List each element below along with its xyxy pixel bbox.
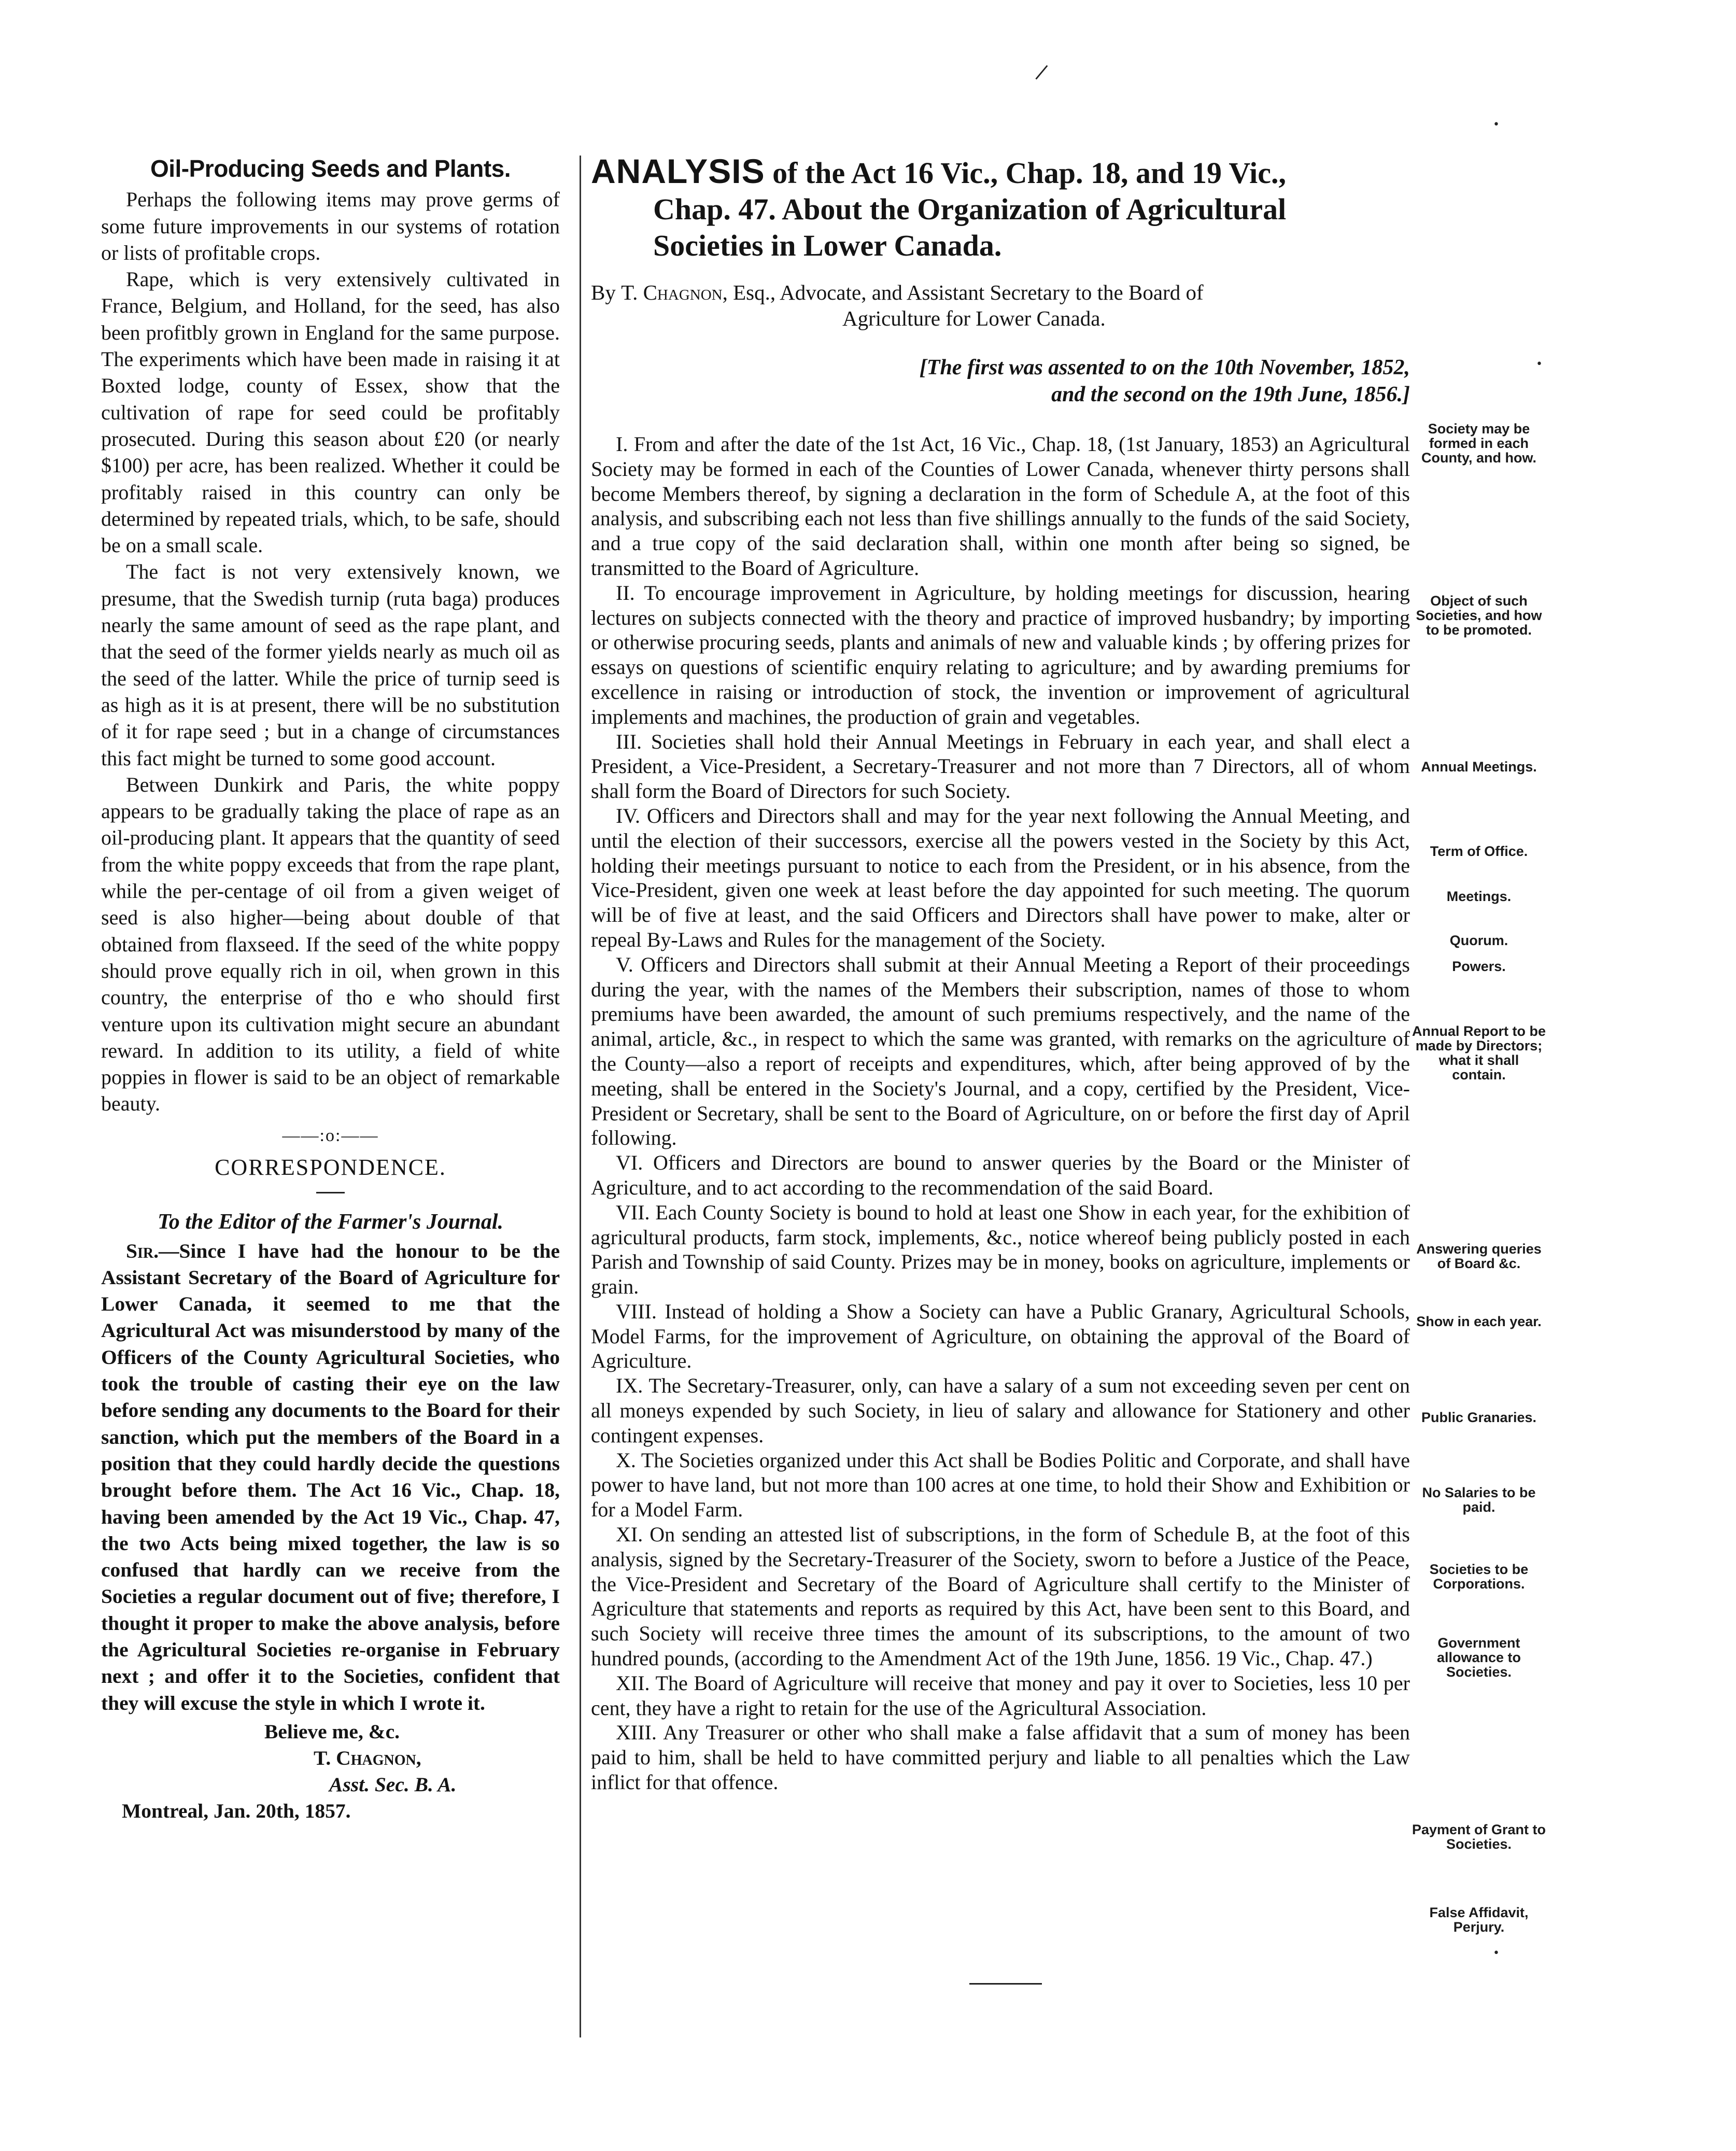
byline (591, 279, 1410, 331)
margin-note-salaries: No Salaries to be paid. (1422, 1485, 1536, 1515)
section-iii: III. Societies shall hold their Annual Meetings in February in each year, and shall elect a President, a Vice-President, a Secretary-Treasurer and not more than 7 Directors, all of whom shall form the Board of Directors for such Society. (591, 729, 1410, 803)
margin-note-annual-meetings: Annual Meetings. (1421, 759, 1537, 775)
signer-title: Asst. Sec. B. A. (329, 1773, 457, 1796)
section-xiii: XIII. Any Treasurer or other who shall make a false affidavit that a sum of money has been paid to him, shall be held to have committed perjury and liable to all penalties which the Law inflict for that offence. (591, 1721, 1410, 1794)
letter-closing (101, 1719, 560, 1824)
section-i: I. From and after the date of the 1st Act, 16 Vic., Chap. 18, (1st January, 1853) an Agricultural Society may be formed in each of the Counties of Lower Canada, whenever thirty persons shall become Members thereof, by signing a declaration in the form of Schedule A, at the foot of this analysis, and subscribing each not less than five shillings annually to the funds of the said Society, and a true copy of the said declaration shall, within one month after being so signed, be transmitted to the Board of Agriculture. (591, 432, 1410, 580)
title-keyword: ANALYSIS (591, 152, 765, 190)
right-column (591, 152, 1721, 1935)
section-separator: ——:o:—— (282, 1126, 379, 1145)
margin-note-object: Object of such Societies, and how to be promoted. (1416, 593, 1542, 638)
oil-paragraph-3: The fact is not very extensively known, we presume, that the Swedish turnip (ruta baga) produces nearly the same amount of seed as the rape plant, and that the seed of the former yields nearly as much oil as the seed of the latter. While the price of turnip seed is as high as it is at present, there will be no substitution of it for rape seed ; but in a change of circumstances this fact might be turned to some good account. (101, 560, 560, 770)
margin-note-term-of-office: Term of Office. (1430, 843, 1528, 859)
title-line-3: Societies in Lower Canada. (653, 229, 1002, 262)
margin-note-formation: Society may be formed in each County, and how. (1421, 421, 1536, 466)
assent-line-2: and the second on the 19th June, 1856.] (1051, 383, 1410, 406)
letter-text: —Since I have had the honour to be the Assistant Secretary of the Board of Agriculture for Lower Canada, it seemed to me that the Agricultural Act was misunderstood by many of the Officers of the County Agricultural Societies, who took the trouble of casting their eye on the law before sending any documents to the Board for their sanction, which put the members of the Board in a position that they could hardly decide the questions brought before them. The Act 16 Vic., Chap. 18, having been amended by the Act 19 Vic., Chap. 47, the two Acts being mixed together, the law is so confused that hardly can we receive from the Societies a regular document out of five; therefore, I thought it proper to make the above analysis, before the Agricultural Societies re-organise in February next ; and offer it to the Societies, confident that they will excuse the style in which I wrote it. (101, 1239, 560, 1714)
title-line-1: of the Act 16 Vic., Chap. 18, and 19 Vic., (772, 156, 1287, 190)
oil-paragraph-1: Perhaps the following items may prove germs of some future improvements in our systems of rotation or lists of profitable crops. (101, 188, 560, 264)
margin-note-show: Show in each year. (1416, 1314, 1542, 1329)
salutation: Sir. (126, 1239, 159, 1262)
section-vii: VII. Each County Society is bound to hold at least one Show in each year, for the exhibition of agricultural products, farm stock, implements, &c., notice whereof being publicly posted in each Parish and Township of said County. Prizes may be in money, books on agriculture, implements or grain. (591, 1200, 1410, 1299)
place-and-date: Montreal, Jan. 20th, 1857. (122, 1799, 351, 1822)
end-rule (969, 1983, 1042, 1985)
title-line-2: Chap. 47. About the Organization of Agricultural (653, 192, 1287, 226)
section-v: V. Officers and Directors shall submit at their Annual Meeting a Report of their proceedings during the year, with the names of the Members their subscription, names of those to whom premiums have been awarded, the amount of such premiums respectively, and the name of the animal, article, &c., in respect to which the same was granted, with remarks on the agriculture of the County—also a report of receipts and expenditures, which, after being approved of by the meeting, shall be entered in the Society's Journal, and a copy, certified by the President, Vice-President or Secretary, shall be sent to the Board of Agriculture, on or before the first day of April following. (591, 952, 1410, 1150)
section-viii: VIII. Instead of holding a Show a Society can have a Public Granary, Agricultural Schools, Model Farms, for the improvement of Agriculture, on obtaining the approval of the Board of Agriculture. (591, 1299, 1410, 1373)
to-editor-line: To the Editor of the Farmer's Journal. (157, 1210, 504, 1234)
oil-paragraph-2: Rape, which is very extensively cultivated in France, Belgium, and Holland, for the seed, has also been profitbly grown in England for the same purpose. The experiments which have been made in raising it at Boxted lodge, county of Essex, show that the cultivation of rape for seed could be profitably prosecuted. During this season about £20 (or nearly $100) per acre, has been realized. Whether it could be profitably raised in this country can only be determined by repeated trials, which, to be safe, should be on a small scale. (101, 268, 560, 557)
scan-dot: • (1536, 358, 1543, 371)
section-vi: VI. Officers and Directors are bound to answer queries by the Board or the Minister of Agriculture, and to act according to the recommendation of the said Board. (591, 1151, 1410, 1199)
byline-line-2: Agriculture for Lower Canada. (842, 306, 1106, 330)
scan-dot: • (1493, 118, 1500, 131)
correspondence-heading: CORRESPONDENCE. (215, 1154, 446, 1180)
margin-note-granaries: Public Granaries. (1421, 1410, 1537, 1425)
scan-mark: | (1033, 61, 1051, 82)
closing-phrase: Believe me, &c. (264, 1720, 400, 1743)
margin-note-annual-report: Annual Report to be made by Directors; what it shall contain. (1412, 1023, 1546, 1082)
section-ix: IX. The Secretary-Treasurer, only, can have a salary of a sum not exceeding seven per cent on all moneys expended by such Society, in lieu of salary and allowance for Stationery and other contingent expenses. (591, 1374, 1410, 1447)
letter-paragraph (101, 1238, 560, 1717)
section-xii: XII. The Board of Agriculture will receive that money and pay it over to Societies, less 10 per cent, they have a right to retain for the use of the Agricultural Association. (591, 1671, 1410, 1720)
margin-note-government-allowance: Government allowance to Societies. (1436, 1635, 1521, 1680)
oil-paragraph-4: Between Dunkirk and Paris, the white poppy appears to be gradually taking the place of rape as an oil-producing plant. It appears that the quantity of seed from the white poppy exceeds that from the rape plant, while the per-centage of oil from a given weiget of seed is also higher—being about double of that obtained from flaxseed. If the seed of the white poppy should prove equally rich in oil, when grown in this country, the enterprise of tho e who should first venture upon its cultivation might secure an abundant reward. In addition to its utility, a field of white poppies in flower is said to be an object of remarkable beauty. (101, 772, 560, 1116)
signer-name: T. Chagnon, (314, 1746, 421, 1769)
margin-note-quorum: Quorum. (1449, 933, 1508, 948)
section-xi: XI. On sending an attested list of subscriptions, in the form of Schedule B, at the foot of this analysis, signed by the Secretary-Treasurer of the Society, sworn to before a Justice of the Peace, the Vice-President and Secretary of the Board of Agriculture shall certify to the Minister of Agriculture that statements and reports as required by this Act, have been sent to this Board, and such Society will receive three times the amount of its subscriptions, to the amount of two hundred pounds, (according to the Amendment Act of the 19th June, 1856. 19 Vic., Chap. 47.) (591, 1523, 1410, 1670)
letter-body (101, 1238, 560, 1824)
scan-dot: • (1493, 1947, 1500, 1960)
section-x: X. The Societies organized under this Act shall be Bodies Politic and Corporate, and shall have power to have land, but not more than 100 acres at one time, to hold their Show and Exhibition or for a Model Farm. (591, 1448, 1410, 1522)
margin-note-answering-queries: Answering queries of Board &c. (1416, 1241, 1542, 1271)
column-divider (580, 156, 581, 2037)
short-rule (316, 1192, 345, 1193)
margin-note-payment: Payment of Grant to Societies. (1412, 1822, 1546, 1852)
analysis-article (591, 153, 1410, 1795)
assent-line-1: [The first was assented to on the 10th November, 1852, (919, 356, 1410, 379)
assent-note (591, 354, 1410, 408)
byline-prefix: By (591, 280, 622, 304)
article-title (591, 153, 1410, 264)
margin-note-powers: Powers. (1452, 959, 1506, 974)
author-name: T. Chagnon (621, 280, 723, 304)
margin-note-meetings: Meetings. (1446, 889, 1512, 904)
margin-note-corporations: Societies to be Corporations. (1429, 1562, 1529, 1592)
margin-note-false-affidavit: False Affidavit, Perjury. (1429, 1905, 1529, 1935)
section-ii: II. To encourage improvement in Agriculture, by holding meetings for discussion, hearing lectures on subjects connected with the theory and practice of improved husbandry; by importing or otherwise procuring seeds, plants and animals of new and valuable kinds ; by offering prizes for essays on questions of scientific enquiry relating to agriculture; and by awarding premiums for excellence in raising or introduction of stock, the invention or improvement of agricultural implements and machines, the production of grain and vegetables. (591, 581, 1410, 728)
section-iv: IV. Officers and Directors shall and may for the year next following the Annual Meeting, and until the election of their successors, exercise all the powers vested in the Society by this Act, holding their meetings pursuant to notice to each from the President, or in his absence, from the Vice-President, given one week at least before the day appointed for such meeting. The quorum will be of five at least, and the said Officers and Directors shall have power to make, alter or repeal By-Laws and Rules for the management of the Society. (591, 804, 1410, 951)
oil-seeds-title: Oil-Producing Seeds and Plants. (150, 155, 511, 182)
byline-rest: , Esq., Advocate, and Assistant Secretary to the Board of (722, 280, 1204, 304)
left-column (101, 156, 560, 1824)
